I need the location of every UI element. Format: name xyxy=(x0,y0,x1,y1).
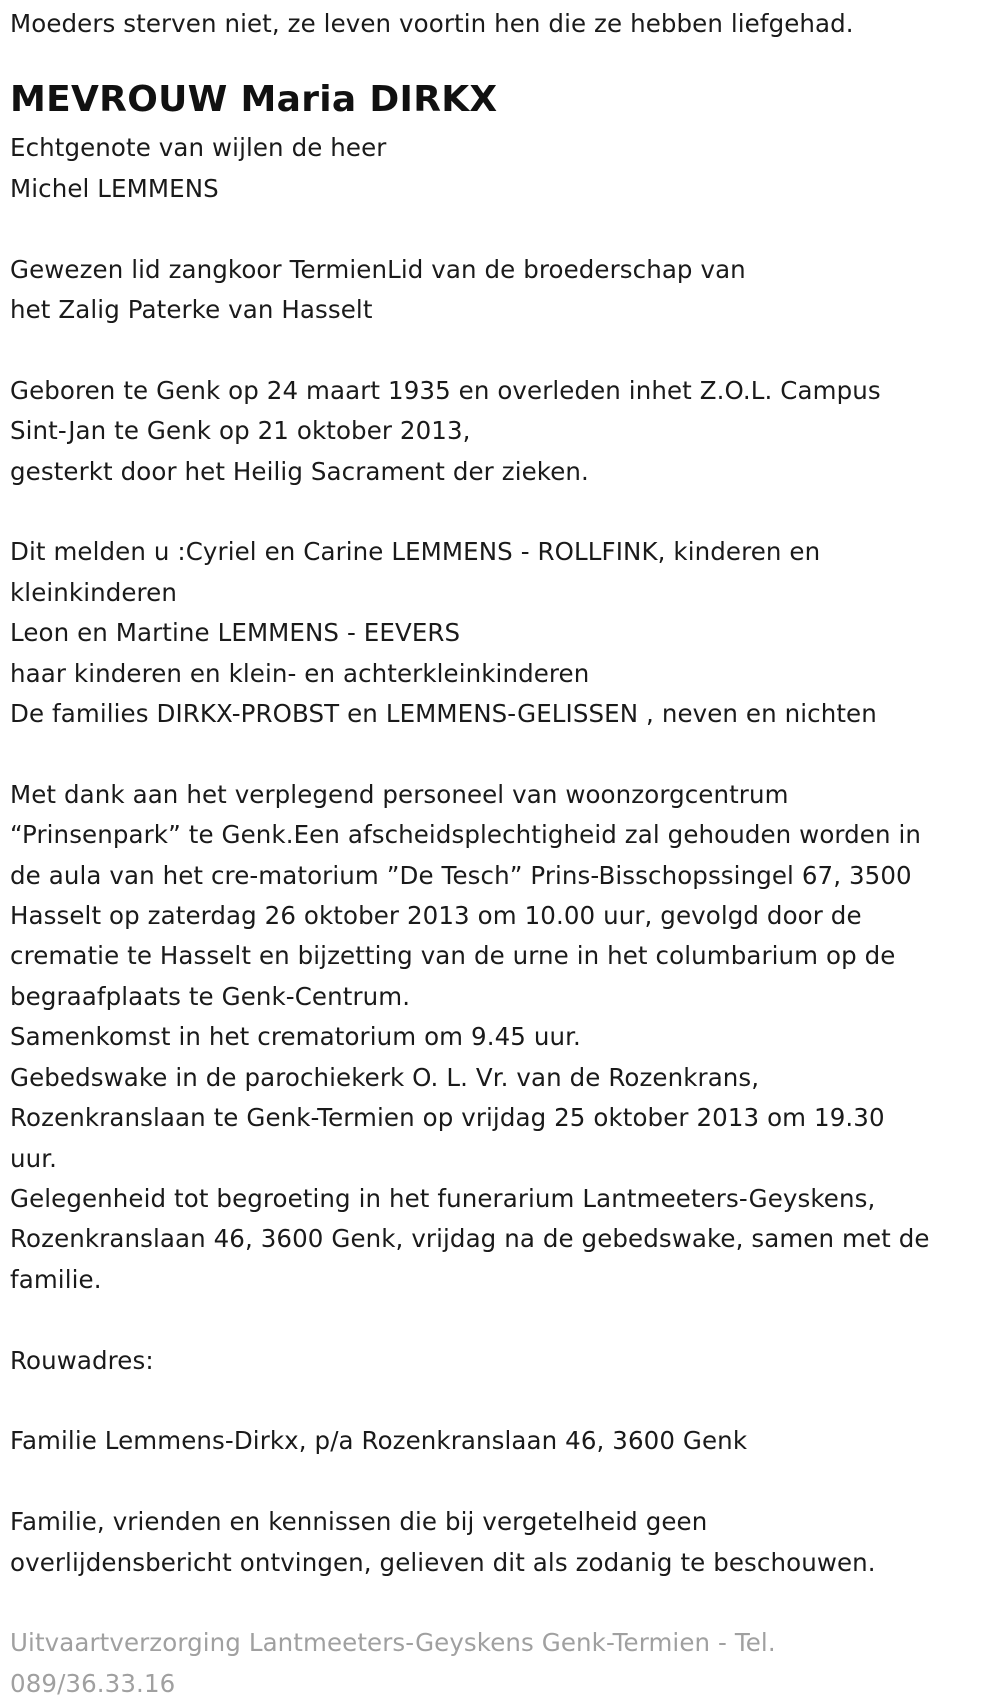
ceremony-line: Rozenkranslaan te Genk-Termien op vrijdag 25 oktober 2013 om 19.30 xyxy=(10,1103,885,1133)
ceremony-line: Met dank aan het verplegend personeel van woonzorgcentrum xyxy=(10,779,789,809)
ceremony-line: uur. xyxy=(10,1143,58,1173)
paragraph-gap xyxy=(10,492,990,532)
announcer-line: De families DIRKX-PROBST en LEMMENS-GELISSEN , neven en nichten xyxy=(10,699,877,729)
deceased-name: MEVROUW Maria DIRKX xyxy=(10,79,498,121)
birth-death-line: Geboren te Genk op 24 maart 1935 en overleden inhet Z.O.L. Campus xyxy=(10,375,881,405)
ceremony-line: Hasselt op zaterdag 26 oktober 2013 om 10.00 uur, gevolgd door de xyxy=(10,901,862,931)
announcers-section xyxy=(10,532,990,734)
announcer-line: kleinkinderen xyxy=(10,577,177,607)
paragraph-gap xyxy=(10,1583,990,1623)
spouse-line: Echtgenote van wijlen de heer xyxy=(10,133,387,163)
announcer-line: Leon en Martine LEMMENS - EEVERS xyxy=(10,618,461,648)
motto-text: Moeders sterven niet, ze leven voortin hen die ze hebben liefgehad. xyxy=(10,9,854,38)
footer-line: Uitvaartverzorging Lantmeeters-Geyskens Genk-Termien - Tel. xyxy=(10,1628,776,1658)
paragraph-gap xyxy=(10,734,990,774)
paragraph-gap xyxy=(10,209,990,249)
announcer-line: haar kinderen en klein- en achterkleinkinderen xyxy=(10,658,590,688)
spouse-line: Michel LEMMENS xyxy=(10,173,219,203)
ceremony-line: Rozenkranslaan 46, 3600 Genk, vrijdag na de gebedswake, samen met de xyxy=(10,1224,930,1254)
ceremony-line: “Prinsenpark” te Genk.Een afscheidsplechtigheid zal gehouden worden in xyxy=(10,820,922,850)
ceremony-line: familie. xyxy=(10,1264,102,1294)
ceremony-line: begraafplaats te Genk-Centrum. xyxy=(10,981,411,1011)
spouse-section xyxy=(10,128,990,209)
paragraph-gap xyxy=(10,1381,990,1421)
address-label: Rouwadres: xyxy=(10,1345,154,1375)
paragraph-gap xyxy=(10,330,990,370)
ceremony-line: Samenkomst in het crematorium om 9.45 uur. xyxy=(10,1022,581,1052)
ceremony-line: Gebedswake in de parochiekerk O. L. Vr. van de Rozenkrans, xyxy=(10,1062,760,1092)
membership-section xyxy=(10,250,990,331)
birth-death-line: gesterkt door het Heilig Sacrament der zieken. xyxy=(10,456,589,486)
birth-death-section xyxy=(10,371,990,492)
birth-death-line: Sint-Jan te Genk op 21 oktober 2013, xyxy=(10,416,471,446)
membership-line: Gewezen lid zangkoor TermienLid van de broederschap van xyxy=(10,254,746,284)
ceremony-line: de aula van het cre-matorium ˮDe Teschˮ Prins-Bisschopssingel 67, 3500 xyxy=(10,860,912,890)
mourning-address: Familie Lemmens-Dirkx, p/a Rozenkranslaan 46, 3600 Genk xyxy=(10,1426,748,1456)
ceremony-line: Gelegenheid tot begroeting in het funerarium Lantmeeters-Geyskens, xyxy=(10,1183,876,1213)
footer-line: 089/36.33.16 xyxy=(10,1668,176,1698)
notice-line: Familie, vrienden en kennissen die bij vergetelheid geen xyxy=(10,1507,708,1537)
notice-line: overlijdensbericht ontvingen, gelieven dit als zodanig te beschouwen. xyxy=(10,1547,876,1577)
announcer-line: Dit melden u :Cyriel en Carine LEMMENS - ROLLFINK, kinderen en xyxy=(10,537,821,567)
notice-section xyxy=(10,1502,990,1583)
membership-line: het Zalig Paterke van Hasselt xyxy=(10,295,373,325)
ceremony-section xyxy=(10,775,990,1300)
ceremony-line: crematie te Hasselt en bijzetting van de urne in het columbarium op de xyxy=(10,941,896,971)
paragraph-gap xyxy=(10,1300,990,1340)
paragraph-gap xyxy=(10,1462,990,1502)
funeral-home-footer xyxy=(10,1623,990,1704)
